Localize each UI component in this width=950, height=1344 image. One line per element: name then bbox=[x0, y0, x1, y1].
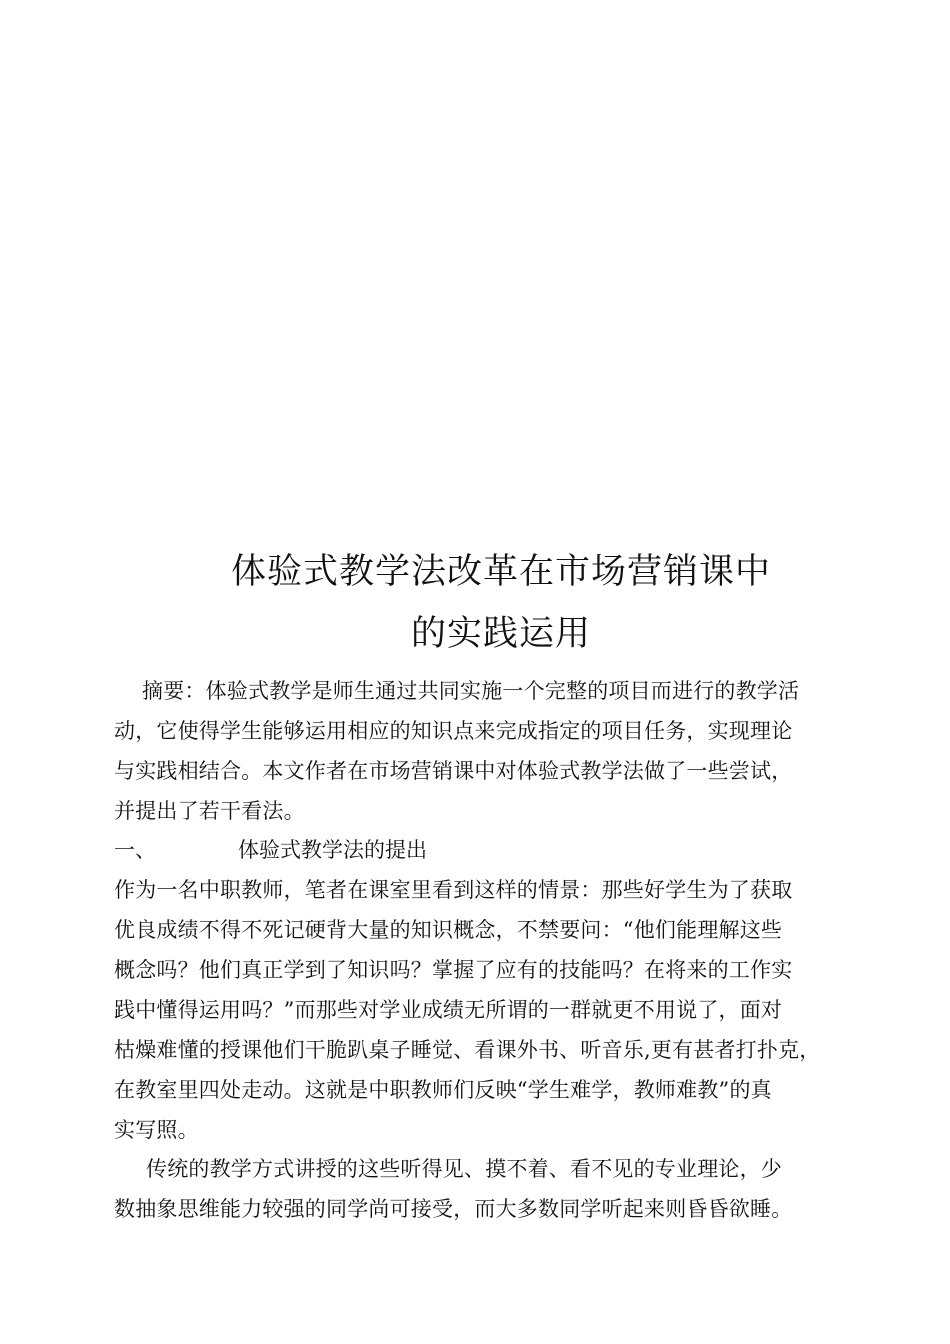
paragraph-line: 践中懂得运用吗？”而那些对学业成绩无所谓的一群就更不用说了，面对 bbox=[114, 998, 783, 1022]
paragraph-line: 实写照。 bbox=[114, 1118, 199, 1142]
paragraph-line: 优良成绩不得不死记硬背大量的知识概念，不禁要问：“他们能理解这些 bbox=[114, 918, 783, 942]
section-heading: 体验式教学法的提出 bbox=[238, 838, 427, 862]
paragraph-line: 枯燥难懂的授课他们干脆趴桌子睡觉、看课外书、听音乐,更有甚者打扑克， bbox=[114, 1038, 821, 1062]
paragraph-line: 数抽象思维能力较强的同学尚可接受，而大多数同学听起来则昏昏欲睡。 bbox=[114, 1197, 793, 1221]
document-title-line-1: 体验式教学法改革在市场营销课中 bbox=[230, 552, 771, 592]
paragraph-line: 传统的教学方式讲授的这些听得见、摸不着、看不见的专业理论，少 bbox=[146, 1157, 782, 1181]
abstract-line: 并提出了若干看法。 bbox=[114, 799, 305, 823]
abstract-line: 动，它使得学生能够运用相应的知识点来完成指定的项目任务，实现理论 bbox=[114, 719, 793, 743]
abstract-line: 摘要：体验式教学是师生通过共同实施一个完整的项目而进行的教学活 bbox=[142, 679, 800, 703]
paragraph-line: 作为一名中职教师，笔者在课室里看到这样的情景：那些好学生为了获取 bbox=[114, 878, 793, 902]
paragraph-line: 在教室里四处走动。这就是中职教师们反映“学生难学，教师难教”的真 bbox=[114, 1078, 772, 1102]
document-title-line-2: 的实践运用 bbox=[410, 614, 591, 654]
abstract-line: 与实践相结合。本文作者在市场营销课中对体验式教学法做了一些尝试， bbox=[114, 759, 793, 783]
section-number: 一、 bbox=[114, 838, 156, 862]
paragraph-line: 概念吗？他们真正学到了知识吗？掌握了应有的技能吗？在将来的工作实 bbox=[114, 958, 793, 982]
